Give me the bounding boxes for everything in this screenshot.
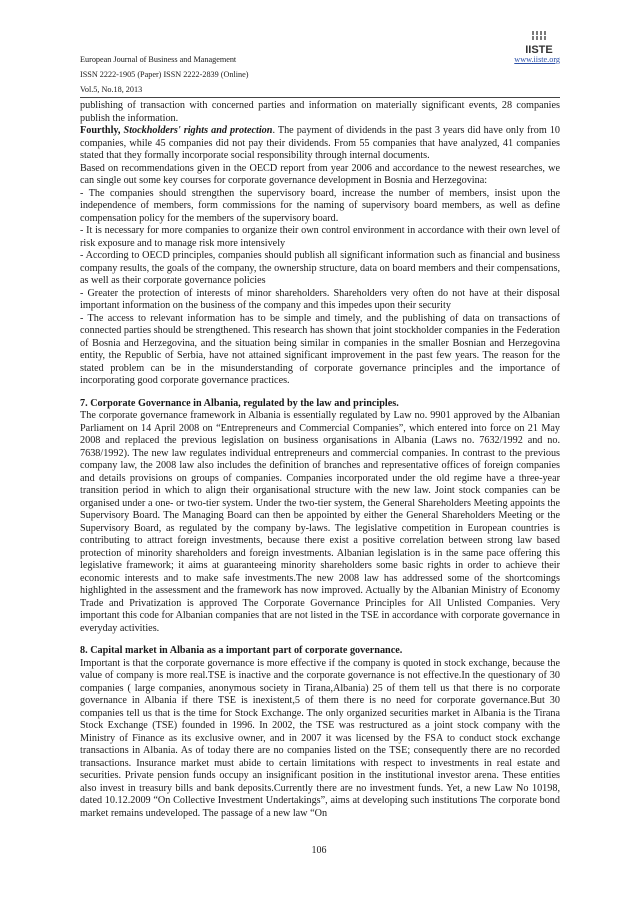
fourthly-label: Fourthly, (80, 125, 121, 136)
page-number: 106 (311, 845, 327, 856)
section-7-body: The corporate governance framework in Albania is essentially regulated by Law no. 9901 approved by the Albanian Parliament on 14 April 2008 on “Entrepreneurs and Commercial Companies”, which entered into force on 21 May 2008 and replaced the previous legislation on business organisations in Albania (Laws no. 7632/1992 and no. 7638/1992). The new law regulates individual entrepreneurs and commercial companies. In contrast to the previous company law, the 2008 law also includes the definition of branches and representative offices of foreign companies and details provisions on groups of companies. Companies incorporated under the old regime have a three-year transition period in which to align their organisational structure with the new law. Joint stock companies can be organised under a one- or two-tier system. Under the two-tier system, the General Shareholders Meeting appoints the Supervisory Board. The Managing Board can then be appointed by either the General Shareholders Meeting or the Supervisory Board, as regulated by the company by-laws. The legislative competition in European countries is contributing to attract foreign investments, because there exist a positive correlation between strong law based protection of minority shareholders and foreign investments. Albanian legislation is in the same pace offering this legislative framework; it aims at guaranteeing minority shareholders some basic rights in order to achieve their economic interests and to make safe investments.The new 2008 law has addressed some of the shortcomings highlighted in the assessment and the framework has now improved. Actually by the Albanian Ministry of Economy Trade and Privatization is approved The Corporate Governance Principles for All Unlisted Companies. Very important this code for Albanian companies that are not listed in the TSE in accordance with corporate governance in everyday activities. (80, 410, 560, 634)
bullet-minor-shareholders: - Greater the protection of interests of minor shareholders. Shareholders very often do not have at their disposal important information on the business of the company and this impedes upon their security (80, 287, 560, 311)
bullet-relevant-information: - The access to relevant information has to be simple and timely, and the publishing of data on transactions of connected parties should be strengthened. This research has shown that joint stockholder companies in the Federation of Bosnia and Herzegovina, and the situation being similar in companies in the smaller Bosnian and Herzegovina entity, the Republic of Serbia, have not attained significant improvement in the past few years. The reason for the stated problem can be in the misunderstanding of corporate governance principles and the importance of incorporating good corporate governance practices. (80, 312, 560, 386)
bullet-oecd-principles: - According to OECD principles, companies should publish all significant information such as financial and business company results, the goals of the company, the ownership structure, data on board members and their compensations, as well as their corporate governance policies (80, 250, 560, 286)
section-7-heading: 7. Corporate Governance in Albania, regulated by the law and principles. (80, 397, 399, 409)
section-8-body: Important is that the corporate governance is more effective if the company is quoted in stock exchange, because the value of company is more real.TSE is inactive and the corporate governance is not effective.In the questionary of 30 companies ( large companies, anonymous society in Tirana,Albania) 25 of them tell us that there is no corporate governance in Albania if there TSE is inexistent,5 of them there is no need for corporate governance.But 30 companies tell us that is the time for Stock Exchange. The only organized securities market in Albania is the Tirana Stock Exchange (TSE) founded in 1996. In 2002, the TSE was restructured as a joint stock company with the Ministry of Finance as its exclusive owner, and in 2007 it was licensed by the FSA to conduct stock exchange transactions in Albania. As of today there are no companies listed on the TSE; consequently there are no recorded transactions. Insurance market must abide to certain limitations with respect to investments in real estate and securities. Private pension funds occupy an insignificant position in the institutional investor arena. These entities also invest in treasury bills and bank deposits.Currently there are no investment funds. Yet, a new Law No 10198, dated 10.12.2009 “On Collective Investment Undertakings”, aims at developing such institutions The corporate bond market remains undeveloped. The passage of a new law “On (80, 657, 560, 819)
volume-line: Vol.5, No.18, 2013 (80, 85, 143, 94)
issn-line: ISSN 2222-1905 (Paper) ISSN 2222-2839 (Online) (80, 70, 249, 79)
article-body (80, 100, 560, 820)
journal-title: European Journal of Business and Management (80, 55, 237, 64)
paragraph-publishing: publishing of transaction with concerned parties and information on materially significant events, 28 companies publish the information. (80, 100, 560, 124)
fourthly-topic: Stockholders' rights and protection (123, 125, 273, 136)
section-8-heading: 8. Capital market in Albania as a important part of corporate governance. (80, 645, 403, 656)
paragraph-fourthly (80, 125, 560, 163)
bullet-supervisory-board: - The companies should strengthen the supervisory board, increase the number of members, insist upon the independence of members, form commissions for the naming of supervisory board members, as well as define compensation policy for the members of the supervisory board. (80, 187, 560, 224)
svg-text:IISTE: IISTE (525, 44, 553, 56)
bullet-control-environment: - It is necessary for more companies to organize their own control environment in accordance with their own level of risk exposure and to manage risk more intensively (80, 225, 560, 249)
journal-header (80, 52, 249, 97)
fourthly-text: . The payment of dividends in the past 3 years did have only from 10 companies, while 45 companies did not pay their dividends. From 55 companies that have analyzed, 41 companies stated that they formally incorporate social responsibility through internal documents. (80, 125, 561, 161)
paragraph-oecd: Based on recommendations given in the OECD report from year 2006 and accordance to the newest researches, we can single out some key courses for corporate governance development in Bosnia and Herzegovina: (80, 162, 560, 186)
journal-url-link[interactable]: www.iiste.org (514, 55, 560, 64)
header-rule (80, 97, 560, 98)
